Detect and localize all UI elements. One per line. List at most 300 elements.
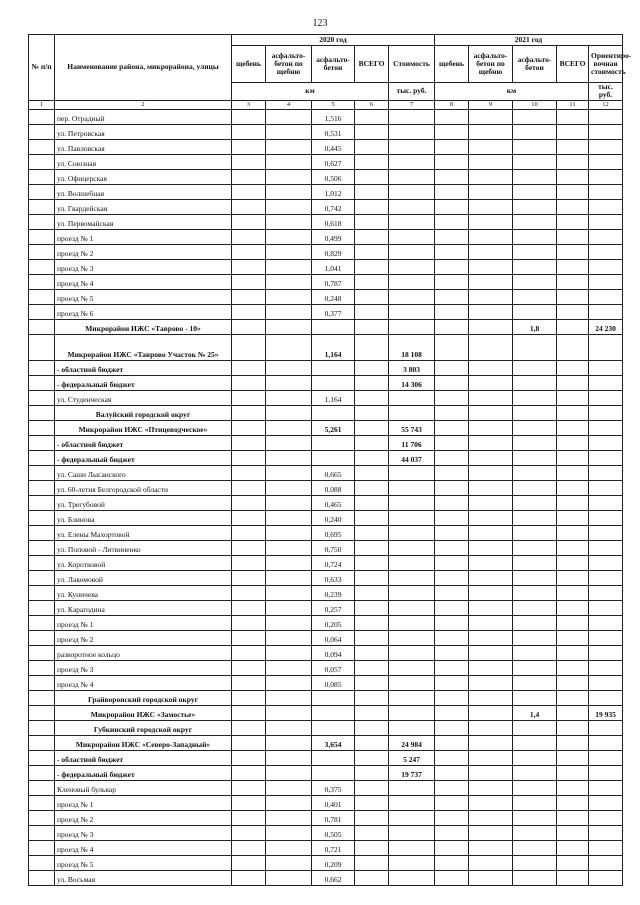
cell-total-2021	[557, 289, 589, 304]
table-row	[29, 244, 623, 259]
table-row	[29, 139, 623, 154]
cell-asphg-2020	[266, 840, 312, 855]
cell-asphg-2021	[469, 765, 513, 780]
cell-gravel-2020	[232, 540, 266, 555]
cell-gravel-2021	[435, 405, 469, 420]
cell-asph-2020: 0,627	[312, 154, 355, 169]
row-name: проезд № 2	[55, 244, 232, 259]
header-cost-2020: Стоимость	[389, 46, 435, 83]
cell-gravel-2020	[232, 600, 266, 615]
cell-asphg-2021	[469, 570, 513, 585]
row-name: ул. Павловская	[55, 139, 232, 154]
table-row	[29, 585, 623, 600]
cell-cost-2020	[389, 795, 435, 810]
row-name: Микрорайон ИЖС «Таврово - 10»	[55, 319, 232, 334]
cell-gravel-2020	[232, 795, 266, 810]
cell-gravel-2021	[435, 360, 469, 375]
cell-num	[29, 510, 55, 525]
table-row	[29, 480, 623, 495]
cell-gravel-2020	[232, 720, 266, 735]
cell-asphg-2020	[266, 600, 312, 615]
row-name: проезд № 1	[55, 795, 232, 810]
cell-num	[29, 525, 55, 540]
cell-total-2021	[557, 154, 589, 169]
cell-asphg-2021	[469, 750, 513, 765]
cell-cost-2020: 3 803	[389, 360, 435, 375]
header-asph-gravel-2020: асфальто-бетон по щебню	[266, 46, 312, 83]
cell-asph-2020: 0,750	[312, 540, 355, 555]
cell-total-2020	[355, 214, 389, 229]
cell-asphg-2021	[469, 690, 513, 705]
row-name: Микрорайон ИЖС «Замостье»	[55, 705, 232, 720]
cell-gravel-2020	[232, 435, 266, 450]
cell-cost-2020	[389, 319, 435, 334]
row-name: Грайворонский городской округ	[55, 690, 232, 705]
cell-total-2020	[355, 154, 389, 169]
section-row	[29, 690, 623, 705]
cell-total-2021	[557, 705, 589, 720]
cell-asphg-2021	[469, 214, 513, 229]
cell-cost-2020: 44 037	[389, 450, 435, 465]
cell-asph-2020	[312, 360, 355, 375]
cell-total-2021	[557, 495, 589, 510]
cell-gravel-2021	[435, 229, 469, 244]
cell-cost-2021	[589, 169, 623, 184]
cell-gravel-2021	[435, 585, 469, 600]
cell-gravel-2021	[435, 124, 469, 139]
cell-cost-2020	[389, 780, 435, 795]
cell-total-2020	[355, 259, 389, 274]
cell-total-2020	[355, 840, 389, 855]
cell-cost-2021	[589, 615, 623, 630]
section-row	[29, 420, 623, 435]
cell-gravel-2020	[232, 855, 266, 870]
cell-total-2020	[355, 229, 389, 244]
cell-gravel-2020	[232, 304, 266, 319]
cell-cost-2021	[589, 244, 623, 259]
cell-asphg-2021	[469, 139, 513, 154]
column-number: 4	[266, 100, 312, 109]
cell-cost-2020: 55 743	[389, 420, 435, 435]
table-row	[29, 615, 623, 630]
row-name: - федеральный бюджет	[55, 765, 232, 780]
cell-asph-2021	[513, 855, 557, 870]
header-asph-2020: асфальто-бетон	[312, 46, 355, 83]
cell-total-2021	[557, 465, 589, 480]
cell-cost-2021	[589, 735, 623, 750]
table-row	[29, 289, 623, 304]
column-number: 2	[55, 100, 232, 109]
row-name: Губкинский городской округ	[55, 720, 232, 735]
cell-cost-2020	[389, 855, 435, 870]
cell-total-2020	[355, 615, 389, 630]
cell-cost-2021	[589, 810, 623, 825]
cell-asph-2020: 0,665	[312, 465, 355, 480]
cell-cost-2021	[589, 720, 623, 735]
cell-gravel-2020	[232, 765, 266, 780]
cell-asphg-2020	[266, 615, 312, 630]
row-name: Микрорайон ИЖС «Северо-Западный»	[55, 735, 232, 750]
cell-cost-2021	[589, 495, 623, 510]
cell-cost-2021	[589, 795, 623, 810]
cell-gravel-2020	[232, 675, 266, 690]
budget-row	[29, 750, 623, 765]
header-name: Наименование района, микрорайона, улицы	[55, 35, 232, 101]
row-name: проезд № 1	[55, 229, 232, 244]
cell-total-2021	[557, 840, 589, 855]
cell-asphg-2020	[266, 570, 312, 585]
cell-asphg-2020	[266, 870, 312, 885]
cell-asphg-2021	[469, 735, 513, 750]
cell-cost-2020	[389, 244, 435, 259]
cell-asph-2021	[513, 244, 557, 259]
cell-gravel-2021	[435, 184, 469, 199]
cell-cost-2021	[589, 750, 623, 765]
cell-cost-2021	[589, 510, 623, 525]
section-row	[29, 720, 623, 735]
header-num: № п/п	[29, 35, 55, 101]
cell-cost-2020	[389, 585, 435, 600]
cell-gravel-2020	[232, 630, 266, 645]
cell-asph-2021	[513, 615, 557, 630]
cell-total-2021	[557, 540, 589, 555]
cell-total-2020	[355, 109, 389, 124]
cell-total-2021	[557, 810, 589, 825]
cell-cost-2020	[389, 615, 435, 630]
cell-asph-2020: 0,662	[312, 870, 355, 885]
cell-total-2020	[355, 855, 389, 870]
row-name: ул. Поповой - Литвиненко	[55, 540, 232, 555]
cell-cost-2020: 11 706	[389, 435, 435, 450]
cell-gravel-2021	[435, 720, 469, 735]
cell-gravel-2021	[435, 555, 469, 570]
row-name: ул. Петровская	[55, 124, 232, 139]
table-row	[29, 525, 623, 540]
section-row	[29, 334, 623, 360]
cell-asphg-2021	[469, 304, 513, 319]
column-number: 10	[513, 100, 557, 109]
cell-gravel-2020	[232, 510, 266, 525]
row-name: ул. Блинова	[55, 510, 232, 525]
row-name: Валуйский городской округ	[55, 405, 232, 420]
cell-total-2021	[557, 435, 589, 450]
cell-total-2020	[355, 555, 389, 570]
row-name: ул. Куничева	[55, 585, 232, 600]
cell-num	[29, 390, 55, 405]
cell-total-2021	[557, 274, 589, 289]
cell-asph-2021	[513, 525, 557, 540]
row-name: проезд № 4	[55, 840, 232, 855]
cell-num	[29, 229, 55, 244]
row-name: ул. Саши Лысанского	[55, 465, 232, 480]
cell-cost-2021	[589, 334, 623, 360]
cell-gravel-2020	[232, 184, 266, 199]
cell-asph-2020: 0,205	[312, 615, 355, 630]
cell-gravel-2021	[435, 570, 469, 585]
cell-asphg-2021	[469, 705, 513, 720]
cell-asph-2021	[513, 510, 557, 525]
cell-total-2020	[355, 450, 389, 465]
cell-cost-2021: 24 230	[589, 319, 623, 334]
cell-total-2020	[355, 570, 389, 585]
cell-asphg-2021	[469, 450, 513, 465]
header-est-cost-2021: Ориентиро-вочная стоимость	[589, 46, 623, 83]
table-row	[29, 645, 623, 660]
cell-gravel-2021	[435, 630, 469, 645]
table-row	[29, 810, 623, 825]
cell-num	[29, 780, 55, 795]
cell-gravel-2020	[232, 109, 266, 124]
row-name: проезд № 3	[55, 660, 232, 675]
cell-asphg-2021	[469, 390, 513, 405]
cell-asph-2020: 1,516	[312, 109, 355, 124]
page-number: 123	[312, 18, 328, 29]
cell-gravel-2020	[232, 645, 266, 660]
cell-cost-2021	[589, 435, 623, 450]
section-row	[29, 735, 623, 750]
cell-asph-2020: 1,041	[312, 259, 355, 274]
cell-cost-2020	[389, 525, 435, 540]
cell-cost-2020: 19 737	[389, 765, 435, 780]
cell-total-2021	[557, 184, 589, 199]
cell-cost-2021	[589, 154, 623, 169]
cell-total-2020	[355, 124, 389, 139]
cell-cost-2021	[589, 124, 623, 139]
table-row	[29, 465, 623, 480]
cell-cost-2020	[389, 390, 435, 405]
cell-gravel-2020	[232, 259, 266, 274]
cell-asph-2020	[312, 405, 355, 420]
cell-asph-2021	[513, 375, 557, 390]
cell-cost-2020: 5 247	[389, 750, 435, 765]
budget-row	[29, 765, 623, 780]
cell-num	[29, 735, 55, 750]
cell-gravel-2021	[435, 480, 469, 495]
cell-gravel-2021	[435, 214, 469, 229]
cell-total-2020	[355, 199, 389, 214]
cell-cost-2020	[389, 465, 435, 480]
cell-asphg-2020	[266, 405, 312, 420]
cell-gravel-2020	[232, 750, 266, 765]
cell-total-2020	[355, 630, 389, 645]
cell-asph-2021	[513, 600, 557, 615]
cell-cost-2021: 19 935	[589, 705, 623, 720]
cell-cost-2020	[389, 229, 435, 244]
cell-asphg-2020	[266, 124, 312, 139]
cell-cost-2021	[589, 214, 623, 229]
cell-asphg-2021	[469, 840, 513, 855]
cell-asph-2020: 0,377	[312, 304, 355, 319]
cell-gravel-2020	[232, 585, 266, 600]
table-row	[29, 840, 623, 855]
cell-total-2021	[557, 334, 589, 360]
cell-cost-2020	[389, 259, 435, 274]
cell-asph-2021: 1,8	[513, 319, 557, 334]
cell-gravel-2021	[435, 735, 469, 750]
cell-asph-2021	[513, 540, 557, 555]
cell-gravel-2020	[232, 810, 266, 825]
cell-total-2021	[557, 645, 589, 660]
table-row	[29, 169, 623, 184]
cell-asphg-2020	[266, 630, 312, 645]
cell-gravel-2021	[435, 750, 469, 765]
cell-cost-2021	[589, 450, 623, 465]
cell-gravel-2020	[232, 199, 266, 214]
cell-total-2021	[557, 109, 589, 124]
cell-asph-2020: 0,445	[312, 139, 355, 154]
cell-total-2020	[355, 169, 389, 184]
row-name: проезд № 3	[55, 259, 232, 274]
cell-gravel-2021	[435, 375, 469, 390]
cell-total-2021	[557, 525, 589, 540]
cell-asphg-2021	[469, 319, 513, 334]
cell-cost-2020	[389, 630, 435, 645]
cell-asphg-2021	[469, 645, 513, 660]
table-row	[29, 675, 623, 690]
cell-gravel-2021	[435, 840, 469, 855]
cell-asphg-2020	[266, 555, 312, 570]
cell-asph-2020: 0,633	[312, 570, 355, 585]
cell-asph-2020: 0,506	[312, 169, 355, 184]
column-number: 6	[355, 100, 389, 109]
row-name: разворотное кольцо	[55, 645, 232, 660]
row-name: Микрорайон ИЖС «Птицеводческое»	[55, 420, 232, 435]
cell-asph-2021	[513, 570, 557, 585]
cell-cost-2021	[589, 525, 623, 540]
cell-asph-2021	[513, 109, 557, 124]
cell-gravel-2021	[435, 154, 469, 169]
cell-cost-2020	[389, 705, 435, 720]
cell-asph-2020: 3,654	[312, 735, 355, 750]
cell-asph-2020: 0,721	[312, 840, 355, 855]
cell-cost-2020	[389, 124, 435, 139]
cell-gravel-2020	[232, 154, 266, 169]
cell-asph-2020: 0,618	[312, 214, 355, 229]
cell-gravel-2021	[435, 690, 469, 705]
cell-asphg-2021	[469, 169, 513, 184]
cell-total-2020	[355, 765, 389, 780]
cell-asph-2020: 0,465	[312, 495, 355, 510]
cell-asphg-2021	[469, 825, 513, 840]
cell-total-2021	[557, 765, 589, 780]
cell-cost-2020	[389, 675, 435, 690]
cell-total-2020	[355, 720, 389, 735]
cell-total-2020	[355, 645, 389, 660]
cell-num	[29, 184, 55, 199]
cell-total-2020	[355, 405, 389, 420]
cell-gravel-2021	[435, 420, 469, 435]
cell-asph-2021	[513, 780, 557, 795]
cell-asphg-2021	[469, 870, 513, 885]
table-row	[29, 124, 623, 139]
cell-num	[29, 259, 55, 274]
table-row	[29, 274, 623, 289]
cell-cost-2021	[589, 405, 623, 420]
cell-total-2020	[355, 139, 389, 154]
cell-num	[29, 720, 55, 735]
cell-asph-2020	[312, 750, 355, 765]
table-body	[29, 109, 623, 885]
row-name: ул. Студенческая	[55, 390, 232, 405]
cell-asphg-2021	[469, 540, 513, 555]
cell-num	[29, 450, 55, 465]
cell-cost-2021	[589, 289, 623, 304]
cell-gravel-2020	[232, 124, 266, 139]
cell-asph-2021	[513, 154, 557, 169]
cell-cost-2020	[389, 570, 435, 585]
cell-cost-2020	[389, 289, 435, 304]
cell-total-2020	[355, 780, 389, 795]
cell-asph-2020: 0,505	[312, 825, 355, 840]
cell-total-2021	[557, 244, 589, 259]
cell-asph-2021	[513, 420, 557, 435]
cell-gravel-2021	[435, 645, 469, 660]
table-row	[29, 259, 623, 274]
cell-gravel-2021	[435, 600, 469, 615]
table-row	[29, 660, 623, 675]
cell-num	[29, 154, 55, 169]
cell-asphg-2020	[266, 304, 312, 319]
cell-gravel-2020	[232, 319, 266, 334]
cell-asph-2020: 0,239	[312, 585, 355, 600]
cell-asph-2020: 0,064	[312, 630, 355, 645]
cell-gravel-2020	[232, 274, 266, 289]
cell-num	[29, 420, 55, 435]
budget-row	[29, 435, 623, 450]
cell-cost-2021	[589, 645, 623, 660]
cell-asphg-2020	[266, 645, 312, 660]
cell-total-2020	[355, 390, 389, 405]
cell-num	[29, 675, 55, 690]
cell-cost-2021	[589, 690, 623, 705]
cell-asph-2020: 0,531	[312, 124, 355, 139]
cell-gravel-2020	[232, 615, 266, 630]
cell-total-2021	[557, 169, 589, 184]
cell-gravel-2020	[232, 169, 266, 184]
cell-cost-2020	[389, 154, 435, 169]
cell-total-2021	[557, 199, 589, 214]
cell-asphg-2021	[469, 199, 513, 214]
cell-gravel-2021	[435, 795, 469, 810]
cell-asph-2021	[513, 555, 557, 570]
cell-total-2020	[355, 825, 389, 840]
cell-asph-2021	[513, 660, 557, 675]
cell-cost-2021	[589, 480, 623, 495]
cell-asph-2020: 0,088	[312, 480, 355, 495]
cell-gravel-2021	[435, 495, 469, 510]
cell-asphg-2021	[469, 510, 513, 525]
cell-asphg-2020	[266, 855, 312, 870]
cell-total-2020	[355, 585, 389, 600]
cell-gravel-2021	[435, 304, 469, 319]
header-asph-gravel-2021: асфальто-бетон по щебню	[469, 46, 513, 83]
cell-cost-2020	[389, 199, 435, 214]
cell-gravel-2021	[435, 780, 469, 795]
cell-asphg-2020	[266, 289, 312, 304]
cell-cost-2021	[589, 840, 623, 855]
cell-num	[29, 750, 55, 765]
cell-asph-2020	[312, 690, 355, 705]
cell-asph-2020: 0,742	[312, 199, 355, 214]
cell-total-2020	[355, 289, 389, 304]
cell-total-2021	[557, 615, 589, 630]
row-name: проезд № 5	[55, 289, 232, 304]
cell-cost-2021	[589, 420, 623, 435]
cell-gravel-2021	[435, 244, 469, 259]
cell-cost-2021	[589, 660, 623, 675]
cell-asphg-2021	[469, 480, 513, 495]
cell-total-2020	[355, 319, 389, 334]
